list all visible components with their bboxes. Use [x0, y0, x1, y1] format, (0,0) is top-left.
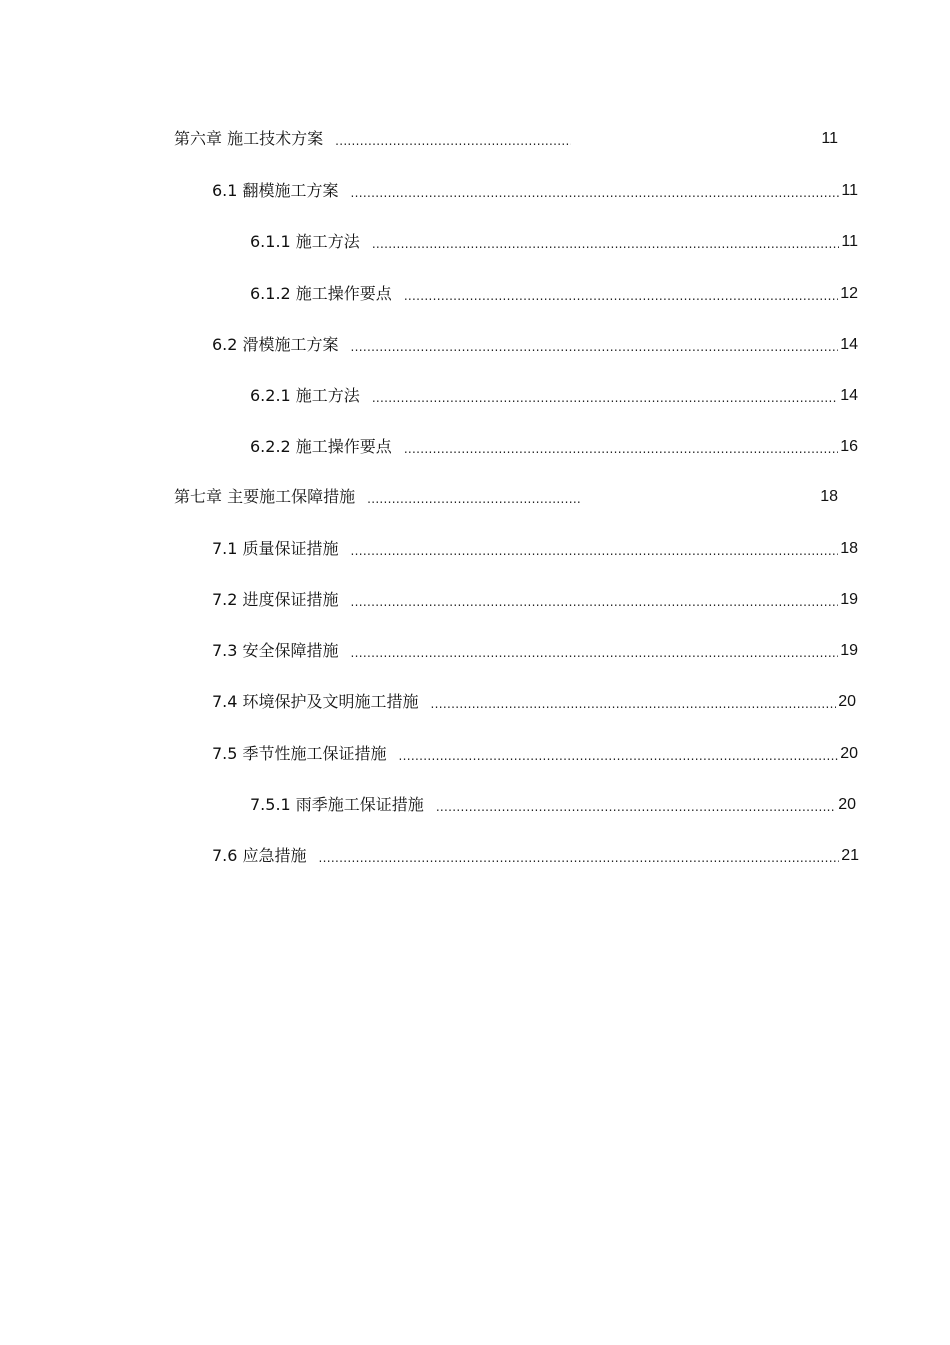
toc-dot-leader: [399, 748, 839, 764]
toc-entry-page: 16: [840, 438, 858, 455]
toc-dot-leader: [372, 236, 840, 252]
toc-entry-page: 18: [820, 488, 838, 505]
toc-entry-title: 7.4 环境保护及文明施工措施: [212, 692, 419, 711]
toc-entry-page: 18: [840, 540, 858, 557]
toc-entry-page: 11: [841, 233, 858, 250]
toc-entry-title: 6.1.2 施工操作要点: [250, 284, 392, 303]
toc-chapter-entry[interactable]: [174, 125, 838, 149]
toc-subsection-entry[interactable]: [250, 228, 858, 252]
toc-entry-page: 14: [840, 336, 858, 353]
toc-entry-page: 20: [838, 796, 856, 813]
toc-dot-leader: [351, 185, 840, 201]
toc-subsection-entry[interactable]: [250, 280, 858, 304]
toc-dot-leader: [351, 645, 839, 661]
toc-entry-title: 7.5 季节性施工保证措施: [212, 744, 387, 763]
toc-section-entry[interactable]: [212, 842, 859, 866]
toc-entry-title: 6.2.1 施工方法: [250, 386, 360, 405]
toc-entry-page: 21: [841, 847, 859, 864]
toc-entry-page: 19: [840, 642, 858, 659]
toc-subsection-entry[interactable]: [250, 382, 858, 406]
toc-entry-title: 6.1 翻模施工方案: [212, 181, 339, 200]
toc-entry-title: 7.1 质量保证措施: [212, 539, 339, 558]
toc-entry-page: 19: [840, 591, 858, 608]
toc-entry-title: 7.2 进度保证措施: [212, 590, 339, 609]
toc-subsection-entry[interactable]: [250, 791, 856, 815]
toc-dot-leader: [351, 543, 839, 559]
toc-entry-page: 11: [821, 130, 838, 147]
toc-section-entry[interactable]: [212, 637, 858, 661]
toc-dot-leader: [404, 288, 838, 304]
toc-section-entry[interactable]: [212, 740, 858, 764]
toc-entry-page: 20: [838, 693, 856, 710]
toc-dot-leader: [367, 491, 581, 507]
toc-dot-leader: [436, 799, 836, 815]
toc-entry-title: 6.2.2 施工操作要点: [250, 437, 392, 456]
toc-entry-title: 7.3 安全保障措施: [212, 641, 339, 660]
toc-entry-page: 20: [840, 745, 858, 762]
toc-section-entry[interactable]: [212, 535, 858, 559]
toc-dot-leader: [372, 390, 838, 406]
toc-dot-leader: [351, 339, 839, 355]
toc-section-entry[interactable]: [212, 586, 858, 610]
toc-section-entry[interactable]: [212, 688, 856, 712]
toc-entry-title: 7.6 应急措施: [212, 846, 307, 865]
toc-subsection-entry[interactable]: [250, 433, 858, 457]
toc-entry-title: 7.5.1 雨季施工保证措施: [250, 795, 424, 814]
toc-entry-title: 6.2 滑模施工方案: [212, 335, 339, 354]
toc-dot-leader: [404, 441, 838, 457]
toc-entry-page: 14: [840, 387, 858, 404]
toc-dot-leader: [431, 696, 837, 712]
toc-dot-leader: [335, 133, 571, 149]
toc-dot-leader: [351, 594, 839, 610]
toc-section-entry[interactable]: [212, 331, 858, 355]
toc-dot-leader: [319, 850, 840, 866]
toc-entry-page: 11: [841, 182, 858, 199]
toc-entry-title: 第六章 施工技术方案: [174, 129, 324, 148]
toc-chapter-entry[interactable]: [174, 483, 838, 507]
toc-section-entry[interactable]: [212, 177, 858, 201]
toc-entry-page: 12: [840, 285, 858, 302]
toc-entry-title: 第七章 主要施工保障措施: [174, 487, 356, 506]
toc-entry-title: 6.1.1 施工方法: [250, 232, 360, 251]
